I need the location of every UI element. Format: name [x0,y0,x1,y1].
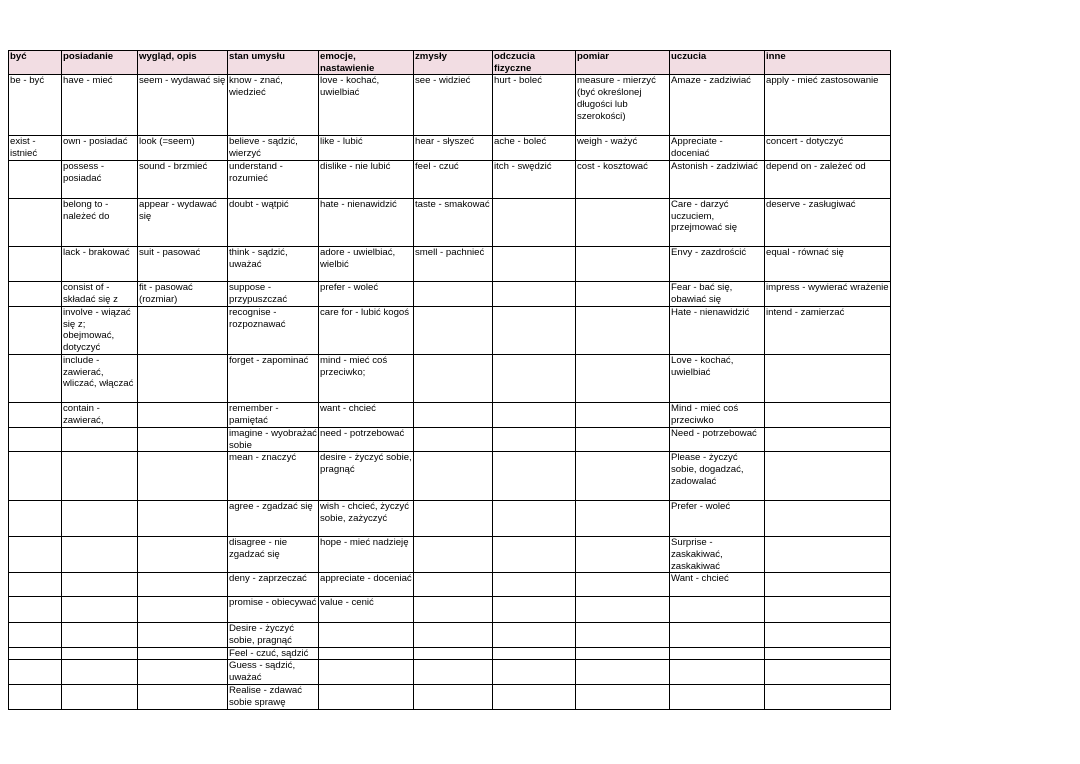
table-cell [493,537,576,573]
table-cell: hurt - boleć [493,75,576,136]
table-row [9,452,891,501]
table-cell: possess - posiadać [62,160,138,198]
table-cell: Envy - zazdrościć [670,246,765,281]
table-cell [138,685,228,709]
table-cell [765,660,891,685]
table-cell: sound - brzmieć [138,160,228,198]
column-header: zmysły [414,51,493,75]
table-cell [493,427,576,451]
table-cell: Surprise - zaskakiwać, zaskakiwać [670,537,765,573]
table-cell [670,597,765,623]
column-header: inne [765,51,891,75]
table-cell [493,402,576,427]
table-cell: contain - zawierać, [62,402,138,427]
table-cell: Feel - czuć, sądzić [228,647,319,660]
column-header: posiadanie [62,51,138,75]
table-cell: hear - słyszeć [414,136,493,160]
table-cell [576,246,670,281]
table-cell [414,647,493,660]
table-cell [9,198,62,246]
table-row [9,597,891,623]
table-cell [576,427,670,451]
table-cell [319,685,414,709]
table-cell [9,427,62,451]
table-cell [765,573,891,597]
table-cell [9,685,62,709]
table-cell [493,246,576,281]
column-header: uczucia [670,51,765,75]
table-cell [414,573,493,597]
table-cell: like - lubić [319,136,414,160]
table-cell: value - cenić [319,597,414,623]
table-row [9,660,891,685]
table-cell [576,660,670,685]
table-cell [138,306,228,354]
table-cell: ache - boleć [493,136,576,160]
column-header: emocje, nastawienie [319,51,414,75]
table-cell: think - sądzić, uważać [228,246,319,281]
table-cell [493,623,576,647]
table-cell [138,427,228,451]
table-cell: doubt - wątpić [228,198,319,246]
table-cell: forget - zapominać [228,354,319,402]
table-cell [9,597,62,623]
table-cell [493,501,576,537]
table-cell [62,647,138,660]
table-cell [414,452,493,501]
table-cell [576,402,670,427]
table-cell: see - widzieć [414,75,493,136]
table-cell [493,573,576,597]
table-cell: promise - obiecywać [228,597,319,623]
table-cell: itch - swędzić [493,160,576,198]
table-cell [9,281,62,306]
table-cell: recognise - rozpoznawać [228,306,319,354]
table-cell: exist - istnieć [9,136,62,160]
table-cell: own - posiadać [62,136,138,160]
table-cell [414,427,493,451]
table-cell: believe - sądzić, wierzyć [228,136,319,160]
table-cell [670,623,765,647]
table-row [9,198,891,246]
table-cell [138,402,228,427]
table-cell: include - zawierać, wliczać, włączać [62,354,138,402]
table-cell: smell - pachnieć [414,246,493,281]
table-cell [670,685,765,709]
table-cell [493,281,576,306]
table-row [9,136,891,160]
table-cell [138,501,228,537]
table-cell [576,198,670,246]
table-row [9,501,891,537]
table-cell: wish - chcieć, życzyć sobie, zażyczyć [319,501,414,537]
table-cell [493,597,576,623]
table-cell [138,537,228,573]
table-cell [62,537,138,573]
table-cell: want - chcieć [319,402,414,427]
table-cell [493,354,576,402]
table-cell [493,660,576,685]
table-row [9,573,891,597]
table-cell [414,537,493,573]
table-cell [138,647,228,660]
table-cell [9,354,62,402]
table-cell: prefer - woleć [319,281,414,306]
table-cell [414,501,493,537]
table-cell: Love - kochać, uwielbiać [670,354,765,402]
table-cell [493,647,576,660]
table-cell: Astonish - zadziwiać [670,160,765,198]
table-cell [493,306,576,354]
table-row [9,685,891,709]
table-cell [9,573,62,597]
table-cell: depend on - zależeć od [765,160,891,198]
table-cell: Realise - zdawać sobie sprawę [228,685,319,709]
table-cell: feel - czuć [414,160,493,198]
table-cell [765,427,891,451]
table-cell [414,354,493,402]
table-cell [414,306,493,354]
table-cell: understand - rozumieć [228,160,319,198]
table-cell: Please - życzyć sobie, dogadzać, zadowalać [670,452,765,501]
table-cell: Care - darzyć uczuciem, przejmować się [670,198,765,246]
table-cell [62,623,138,647]
column-header: być [9,51,62,75]
table-row [9,647,891,660]
table-cell: imagine - wyobrażać sobie [229,427,317,451]
table-cell [765,501,891,537]
table-row [9,246,891,281]
table-cell: intend - zamierzać [765,306,891,354]
table-cell: disagree - nie zgadzać się [228,537,319,573]
table-cell [138,354,228,402]
table-cell [576,573,670,597]
table-cell: equal - równać się [765,246,891,281]
table-cell: Hate - nienawidzić [670,306,765,354]
table-cell: lack - brakować [62,246,138,281]
table-cell: Mind - mieć coś przeciwko [670,402,765,427]
table-cell [9,647,62,660]
table-cell [493,198,576,246]
table-cell: need - potrzebować [319,427,414,451]
table-cell [576,623,670,647]
verb-category-table [8,50,891,710]
table-cell [138,660,228,685]
table-cell [576,354,670,402]
table-cell: be - być [9,75,62,136]
table-cell: adore - uwielbiać, wielbić [319,246,414,281]
table-cell: know - znać, wiedzieć [228,75,319,136]
table-cell [9,660,62,685]
table-cell [576,597,670,623]
table-cell: consist of - składać się z [62,281,138,306]
table-cell: impress - wywierać wrażenie [765,281,891,306]
table-row [9,402,891,427]
table-row [9,537,891,573]
table-cell: dislike - nie lubić [319,160,414,198]
table-cell: suit - pasować [138,246,228,281]
table-row [9,427,891,451]
table-cell [9,537,62,573]
table-cell [414,660,493,685]
table-cell [765,647,891,660]
table-cell: cost - kosztować [576,160,670,198]
table-cell [9,501,62,537]
table-cell [138,597,228,623]
table-cell [62,597,138,623]
table-cell [62,501,138,537]
table-cell [765,623,891,647]
table-cell: Fear - bać się, obawiać się [670,281,765,306]
table-cell [576,501,670,537]
table-cell [765,452,891,501]
table-cell [138,573,228,597]
table-cell: agree - zgadzać się [228,501,319,537]
table-row [9,281,891,306]
header-row [9,51,891,75]
table-cell [765,537,891,573]
table-cell: fit - pasować (rozmiar) [138,281,228,306]
column-header: stan umysłu [228,51,319,75]
table-cell: Guess - sądzić, uważać [228,660,319,685]
table-cell [138,452,228,501]
table-cell [9,306,62,354]
table-cell: appreciate - doceniać [319,573,414,597]
table-cell [493,452,576,501]
table-cell [319,647,414,660]
table-cell: weigh - ważyć [576,136,670,160]
table-row [9,75,891,136]
table-cell [576,537,670,573]
table-cell: suppose - przypuszczać [228,281,319,306]
table-cell: Need - potrzebować [670,427,765,451]
table-cell: belong to - należeć do [62,198,138,246]
table-cell [62,660,138,685]
table-cell [670,660,765,685]
table-cell [9,402,62,427]
table-cell [576,452,670,501]
table-cell: seem - wydawać się [138,75,228,136]
table-row [9,354,891,402]
table-cell [414,402,493,427]
table-cell: love - kochać, uwielbiać [319,75,414,136]
table-cell: mean - znaczyć [228,452,319,501]
table-row [9,623,891,647]
table-cell [319,660,414,685]
table-cell [62,427,138,451]
table-cell: look (=seem) [138,136,228,160]
column-header: pomiar [576,51,670,75]
table-cell [62,452,138,501]
table-cell: hope - mieć nadzieję [319,537,414,573]
table-cell [9,452,62,501]
table-cell: Desire - życzyć sobie, pragnąć [228,623,319,647]
table-cell [138,623,228,647]
table-cell [493,685,576,709]
table-cell [414,281,493,306]
table-cell [62,573,138,597]
table-cell: have - mieć [62,75,138,136]
column-header: odczucia fizyczne [493,51,576,75]
table-cell: Amaze - zadziwiać [670,75,765,136]
table-cell [576,647,670,660]
table-cell: measure - mierzyć (być określonej długości lub szerokości) [576,75,670,136]
table-cell [9,160,62,198]
table-row [9,306,891,354]
table-cell [576,281,670,306]
table-cell [414,623,493,647]
table-cell: apply - mieć zastosowanie [765,75,891,136]
table-cell [765,685,891,709]
table-cell: deserve - zasługiwać [765,198,891,246]
table-cell [576,306,670,354]
table-cell: Appreciate - doceniać [670,136,765,160]
table-cell: hate - nienawidzić [319,198,414,246]
table-cell [414,685,493,709]
table-row [9,160,891,198]
table-cell: involve - wiązać się z; obejmować, dotyczyć [62,306,138,354]
table-cell: remember - pamiętać [228,402,319,427]
table-cell [9,246,62,281]
column-header: wygląd, opis [138,51,228,75]
table-cell [9,623,62,647]
table-cell [670,647,765,660]
table-cell [765,354,891,402]
table-cell: deny - zaprzeczać [228,573,319,597]
table-cell: mind - mieć coś przeciwko; [319,354,414,402]
table-cell: desire - życzyć sobie, pragnąć [319,452,414,501]
table-cell [414,597,493,623]
table-cell [62,685,138,709]
table-cell: taste - smakować [414,198,493,246]
table-cell: care for - lubić kogoś [319,306,414,354]
table-cell [576,685,670,709]
table-cell: Want - chcieć [670,573,765,597]
table-cell: Prefer - woleć [670,501,765,537]
table-cell [765,402,891,427]
table-cell [765,597,891,623]
table-cell: appear - wydawać się [138,198,228,246]
table-cell [319,623,414,647]
table-cell: concert - dotyczyć [765,136,891,160]
